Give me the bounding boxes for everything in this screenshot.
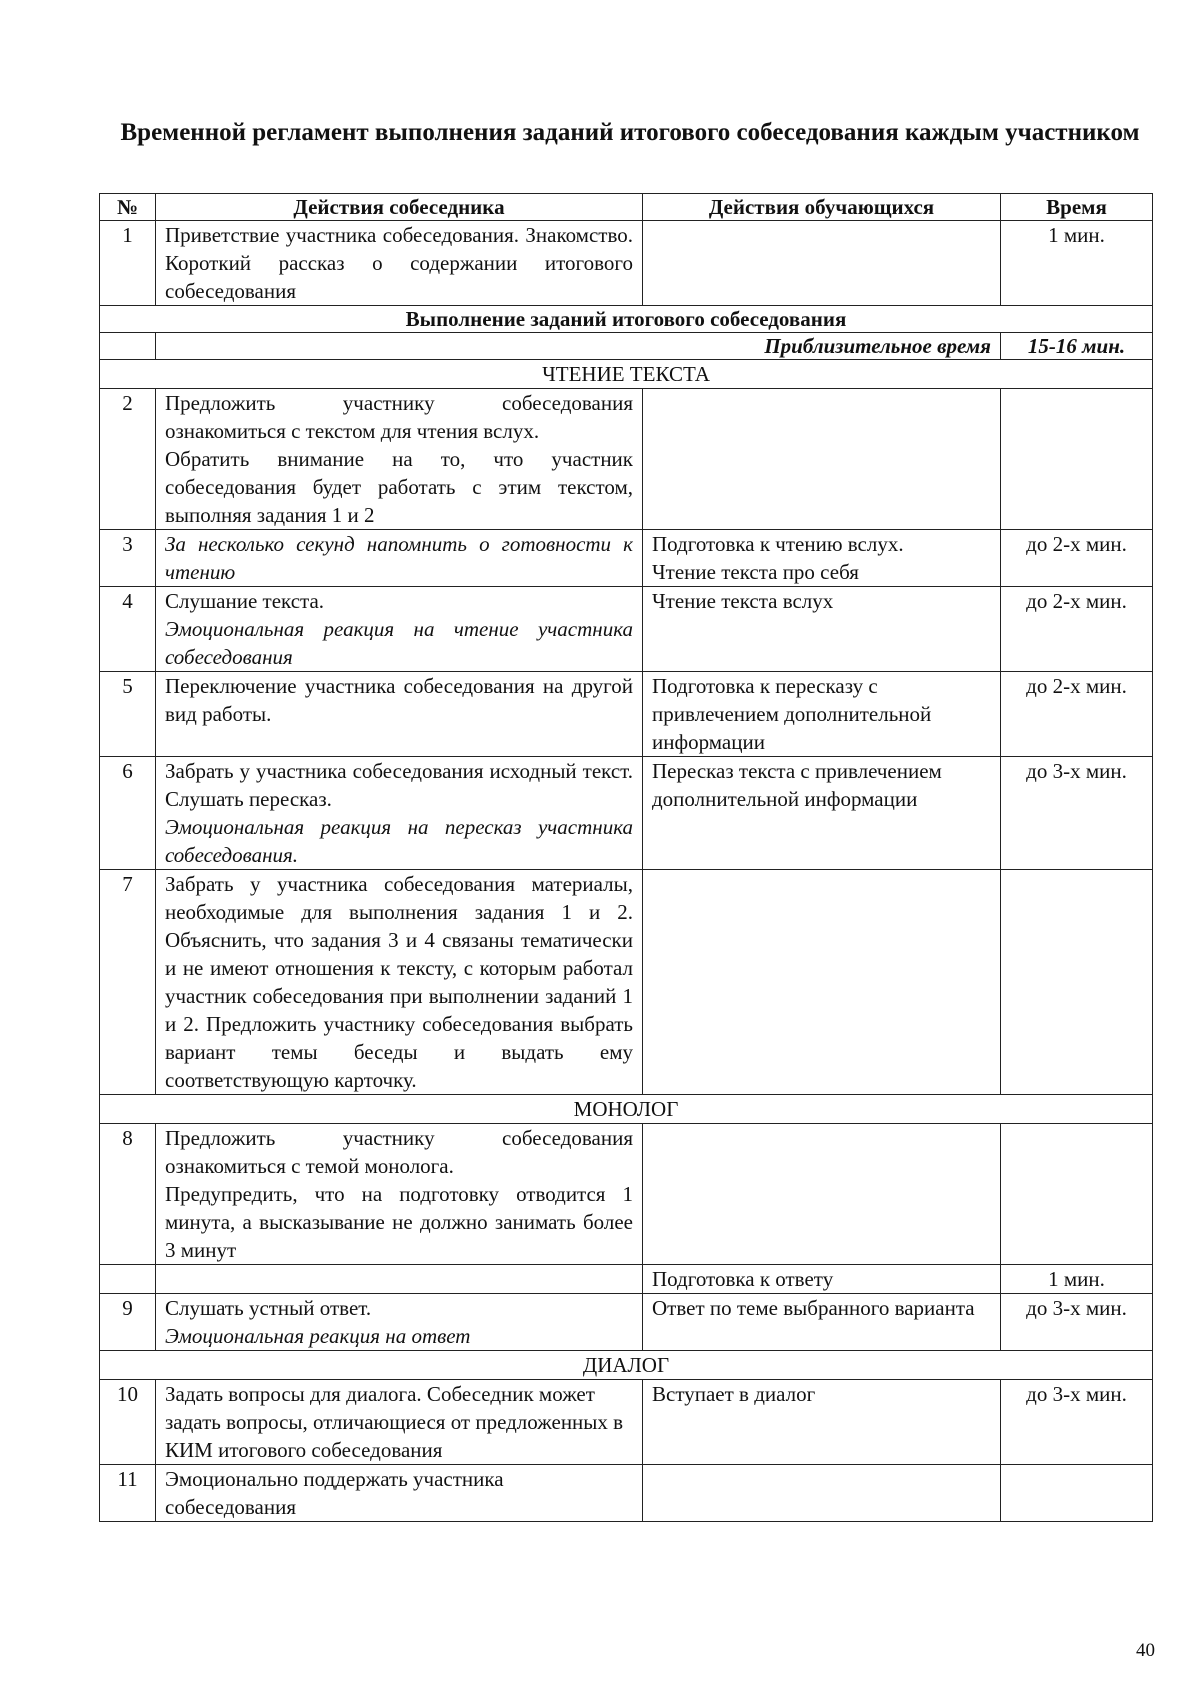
- section-reading: ЧТЕНИЕ ТЕКСТА: [100, 360, 1153, 389]
- page-number: 40: [1136, 1640, 1155, 1661]
- row-num: 7: [100, 870, 156, 1095]
- row-num: 6: [100, 757, 156, 870]
- approx-time-label: Приблизительное время: [156, 333, 1001, 360]
- header-time: Время: [1001, 194, 1153, 221]
- time-cell: 1 мин.: [1001, 221, 1153, 306]
- table-header-row: [100, 194, 1153, 221]
- student-action-text: Чтение текста про себя: [652, 560, 859, 584]
- row-num: 1: [100, 221, 156, 306]
- student-action: Вступает в диалог: [643, 1380, 1001, 1465]
- header-interviewer: Действия собеседника: [156, 194, 643, 221]
- interviewer-action: [156, 757, 643, 870]
- schedule-table: [99, 193, 1153, 1522]
- student-action: [643, 389, 1001, 530]
- student-action: [643, 870, 1001, 1095]
- time-cell: до 3-х мин.: [1001, 1294, 1153, 1351]
- row-num: 8: [100, 1124, 156, 1265]
- section-row: [100, 360, 1153, 389]
- row-num: 4: [100, 587, 156, 672]
- time-cell: до 2-х мин.: [1001, 587, 1153, 672]
- student-action: [643, 530, 1001, 587]
- table-row: [100, 672, 1153, 757]
- student-action: [643, 221, 1001, 306]
- student-action: [643, 1465, 1001, 1522]
- section-row: [100, 1095, 1153, 1124]
- table-row: [100, 757, 1153, 870]
- empty-cell: [156, 1265, 643, 1294]
- approx-time-value: 15-16 мин.: [1001, 333, 1153, 360]
- section-monolog: МОНОЛОГ: [100, 1095, 1153, 1124]
- interviewer-action: [156, 587, 643, 672]
- student-action: Подготовка к ответу: [643, 1265, 1001, 1294]
- table-row: [100, 1124, 1153, 1265]
- interviewer-action-italic: За несколько секунд напомнить о готовности к чтению: [165, 532, 633, 584]
- time-cell: [1001, 1124, 1153, 1265]
- table-row: [100, 1465, 1153, 1522]
- student-action: Ответ по теме выбранного варианта: [643, 1294, 1001, 1351]
- interviewer-action-italic: Эмоциональная реакция на чтение участника собеседования: [165, 617, 633, 669]
- table-row: [100, 1294, 1153, 1351]
- tasks-header: Выполнение заданий итогового собеседования: [100, 306, 1153, 333]
- row-num: 5: [100, 672, 156, 757]
- interviewer-action-text: Забрать у участника собеседования исходный текст. Слушать пересказ.: [165, 759, 633, 811]
- time-cell: [1001, 389, 1153, 530]
- student-action-text: Подготовка к чтению вслух.: [652, 532, 904, 556]
- row-num: 2: [100, 389, 156, 530]
- table-row: [100, 530, 1153, 587]
- table-row: [100, 587, 1153, 672]
- interviewer-action: [156, 1294, 643, 1351]
- interviewer-action: Переключение участника собеседования на другой вид работы.: [156, 672, 643, 757]
- section-dialog: ДИАЛОГ: [100, 1351, 1153, 1380]
- interviewer-action-text: Обратить внимание на то, что участник собеседования будет работать с этим текстом, выполняя задания 1 и 2: [165, 447, 633, 527]
- interviewer-action-text: Предупредить, что на подготовку отводится 1 минута, а высказывание не должно занимать более 3 минут: [165, 1182, 633, 1262]
- empty-cell: [100, 333, 156, 360]
- interviewer-action-italic: Эмоциональная реакция на ответ: [165, 1324, 471, 1348]
- student-action: Подготовка к пересказу с привлечением дополнительной информации: [643, 672, 1001, 757]
- header-num: №: [100, 194, 156, 221]
- time-cell: до 2-х мин.: [1001, 672, 1153, 757]
- empty-cell: [100, 1265, 156, 1294]
- row-num: 9: [100, 1294, 156, 1351]
- interviewer-action-text: Предложить участнику собеседования ознакомиться с текстом для чтения вслух.: [165, 391, 633, 443]
- time-cell: до 3-х мин.: [1001, 757, 1153, 870]
- table-row: [100, 221, 1153, 306]
- student-action: Чтение текста вслух: [643, 587, 1001, 672]
- student-action: Пересказ текста с привлечением дополнительной информации: [643, 757, 1001, 870]
- interviewer-action: [156, 389, 643, 530]
- time-cell: [1001, 870, 1153, 1095]
- interviewer-action: Забрать у участника собеседования материалы, необходимые для выполнения задания 1 и 2. Объяснить, что задания 3 и 4 связаны тематически и не имеют отношения к тексту, с которым работал участник собеседования при выполнении заданий 1 и 2. Предложить участнику собеседования выбрать вариант темы беседы и выдать ему соответствующую карточку.: [156, 870, 643, 1095]
- table-row: [100, 870, 1153, 1095]
- table-row: [100, 389, 1153, 530]
- header-students: Действия обучающихся: [643, 194, 1001, 221]
- time-cell: до 3-х мин.: [1001, 1380, 1153, 1465]
- interviewer-action-text: Слушать устный ответ.: [165, 1296, 372, 1320]
- row-num: 10: [100, 1380, 156, 1465]
- row-num: 11: [100, 1465, 156, 1522]
- interviewer-action: [156, 530, 643, 587]
- interviewer-action: Эмоционально поддержать участника собеседования: [156, 1465, 643, 1522]
- page-title: Временной регламент выполнения заданий итогового собеседования каждым участником: [120, 119, 1140, 146]
- time-cell: 1 мин.: [1001, 1265, 1153, 1294]
- section-row: [100, 1351, 1153, 1380]
- time-cell: [1001, 1465, 1153, 1522]
- tasks-header-row: [100, 306, 1153, 333]
- interviewer-action-italic: Эмоциональная реакция на пересказ участника собеседования.: [165, 815, 633, 867]
- interviewer-action: [156, 1124, 643, 1265]
- row-num: 3: [100, 530, 156, 587]
- interviewer-action-text: Слушание текста.: [165, 589, 325, 613]
- interviewer-action-text: Предложить участнику собеседования ознакомиться с темой монолога.: [165, 1126, 633, 1178]
- interviewer-action: Задать вопросы для диалога. Собеседник может задать вопросы, отличающиеся от предложенных в КИМ итогового собеседования: [156, 1380, 643, 1465]
- table-row: [100, 1380, 1153, 1465]
- student-action: [643, 1124, 1001, 1265]
- interviewer-action: Приветствие участника собеседования. Знакомство. Короткий рассказ о содержании итогового собеседования: [156, 221, 643, 306]
- time-cell: до 2-х мин.: [1001, 530, 1153, 587]
- approx-time-row: [100, 333, 1153, 360]
- table-row: [100, 1265, 1153, 1294]
